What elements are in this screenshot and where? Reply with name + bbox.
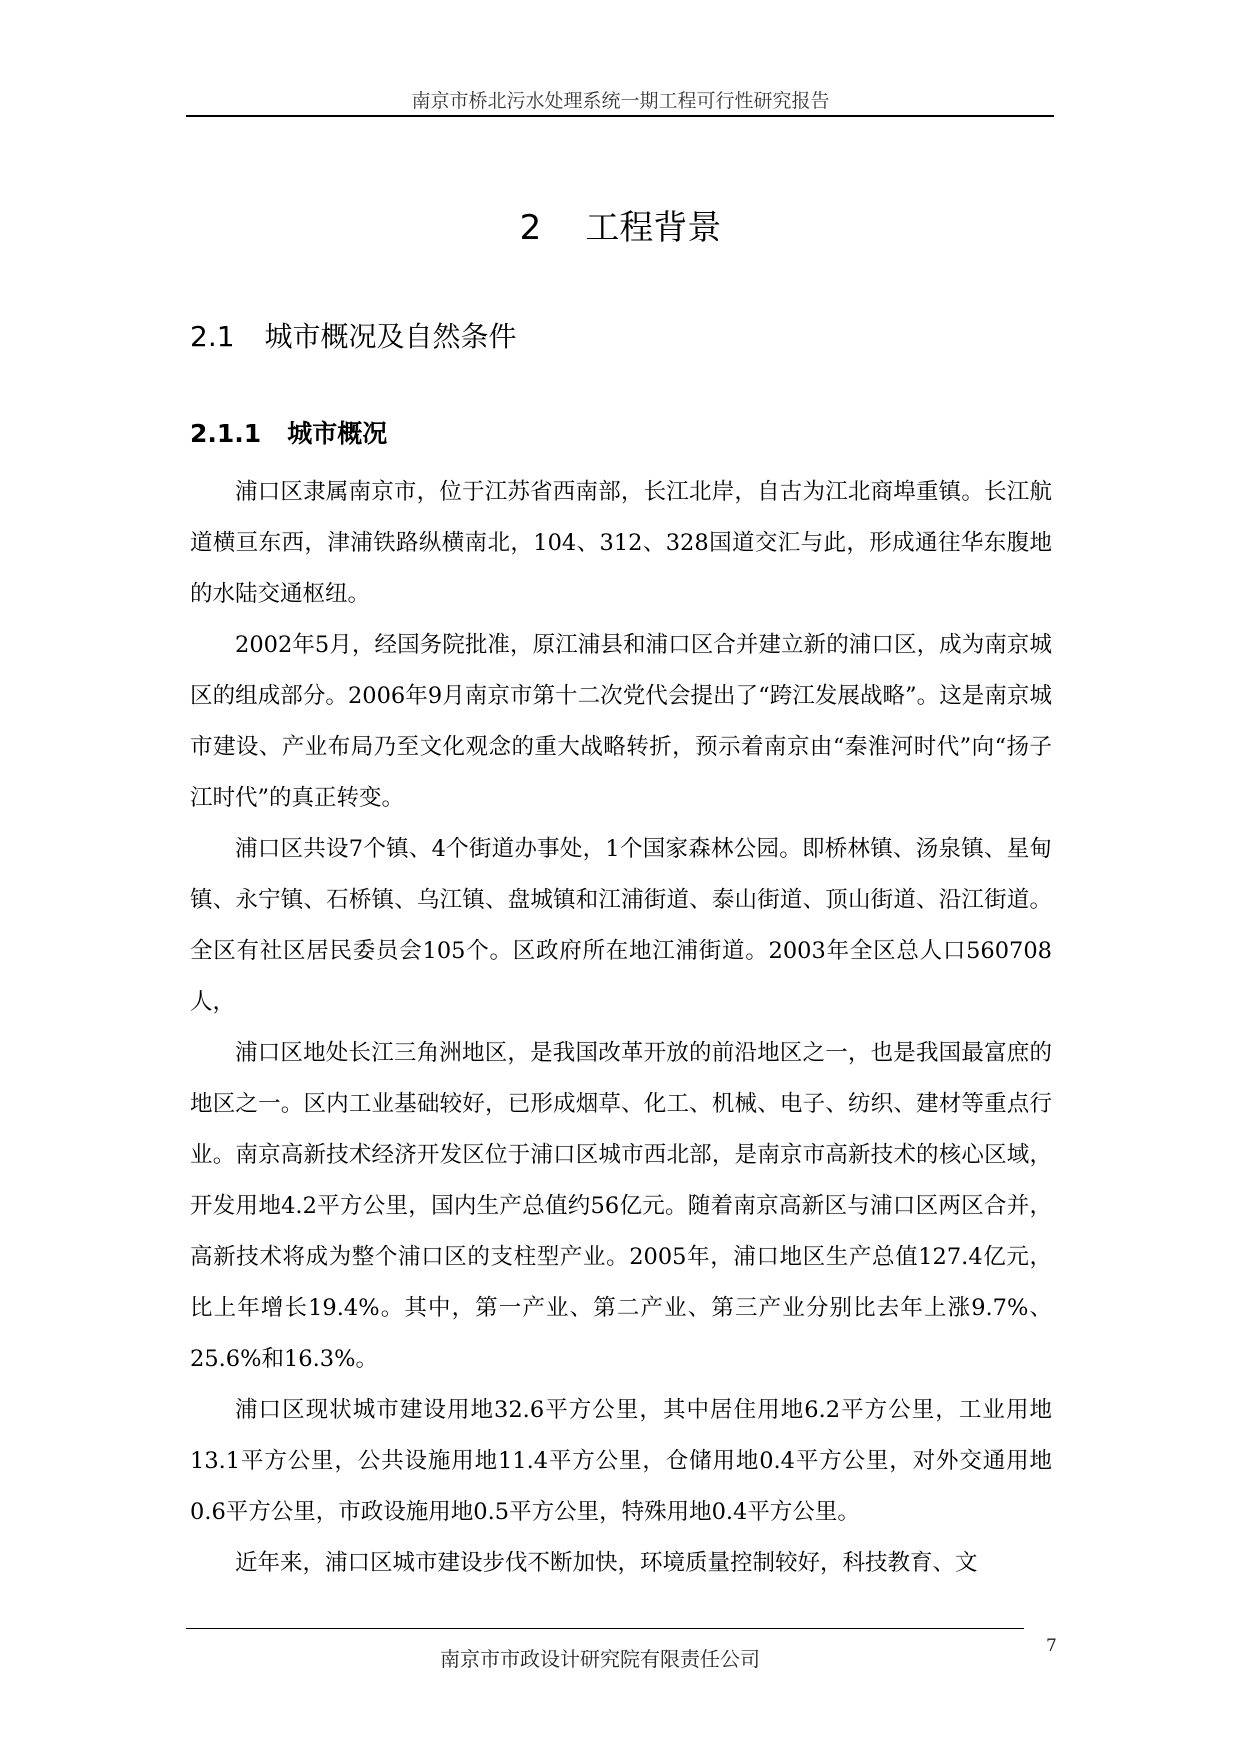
subsection-heading bbox=[190, 414, 387, 450]
paragraph: 浦口区地处长江三角洲地区，是我国改革开放的前沿地区之一，也是我国最富庶的地区之一。区内工业基础较好，已形成烟草、化工、机械、电子、纺织、建材等重点行业。南京高新技术经济开发区位于浦口区城市西北部，是南京市高新技术的核心区域，开发用地4.2平方公里，国内生产总值约56亿元。随着南京高新区与浦口区两区合并，高新技术将成为整个浦口区的支柱型产业。2005年，浦口地区生产总值127.4亿元，比上年增长19.4%。其中，第一产业、第二产业、第三产业分别比去年上涨9.7%、25.6%和16.3%。 bbox=[190, 1040, 1052, 1372]
chapter-title: 工程背景 bbox=[585, 208, 722, 248]
footer-company: 南京市市政设计研究院有限责任公司 bbox=[440, 1647, 760, 1671]
body-text bbox=[190, 467, 1052, 1589]
paragraph: 浦口区共设7个镇、4个街道办事处，1个国家森林公园。即桥林镇、汤泉镇、星甸镇、永宁镇、石桥镇、乌江镇、盘城镇和江浦街道、泰山街道、顶山街道、沿江街道。全区有社区居民委员会105个。区政府所在地江浦街道。2003年全区总人口560708人， bbox=[190, 836, 1052, 1015]
page-number: 7 bbox=[1046, 1636, 1057, 1656]
paragraph: 2002年5月，经国务院批准，原江浦县和浦口区合并建立新的浦口区，成为南京城区的组成部分。2006年9月南京市第十二次党代会提出了“跨江发展战略”。这是南京城市建设、产业布局乃至文化观念的重大战略转折，预示着南京由“秦淮河时代”向“扬子江时代”的真正转变。 bbox=[190, 632, 1052, 811]
running-header: 南京市桥北污水处理系统一期工程可行性研究报告 bbox=[411, 90, 830, 112]
header-rule bbox=[186, 115, 1054, 117]
paragraph: 浦口区现状城市建设用地32.6平方公里，其中居住用地6.2平方公里，工业用地13.1平方公里，公共设施用地11.4平方公里，仓储用地0.4平方公里，对外交通用地0.6平方公里，市政设施用地0.5平方公里，特殊用地0.4平方公里。 bbox=[190, 1397, 1052, 1525]
paragraph: 浦口区隶属南京市，位于江苏省西南部，长江北岸，自古为江北商埠重镇。长江航道横亘东西，津浦铁路纵横南北，104、312、328国道交汇与此，形成通往华东腹地的水陆交通枢纽。 bbox=[190, 479, 1052, 607]
section-number: 2.1 bbox=[190, 320, 235, 353]
subsection-number: 2.1.1 bbox=[190, 419, 262, 448]
chapter-heading bbox=[0, 200, 1241, 249]
chapter-number: 2 bbox=[519, 208, 542, 248]
subsection-title: 城市概况 bbox=[287, 419, 388, 448]
paragraph: 近年来，浦口区城市建设步伐不断加快，环境质量控制较好，科技教育、文 bbox=[235, 1550, 978, 1576]
section-title: 城市概况及自然条件 bbox=[264, 320, 517, 353]
section-heading bbox=[190, 315, 517, 355]
footer-rule bbox=[186, 1628, 1024, 1629]
